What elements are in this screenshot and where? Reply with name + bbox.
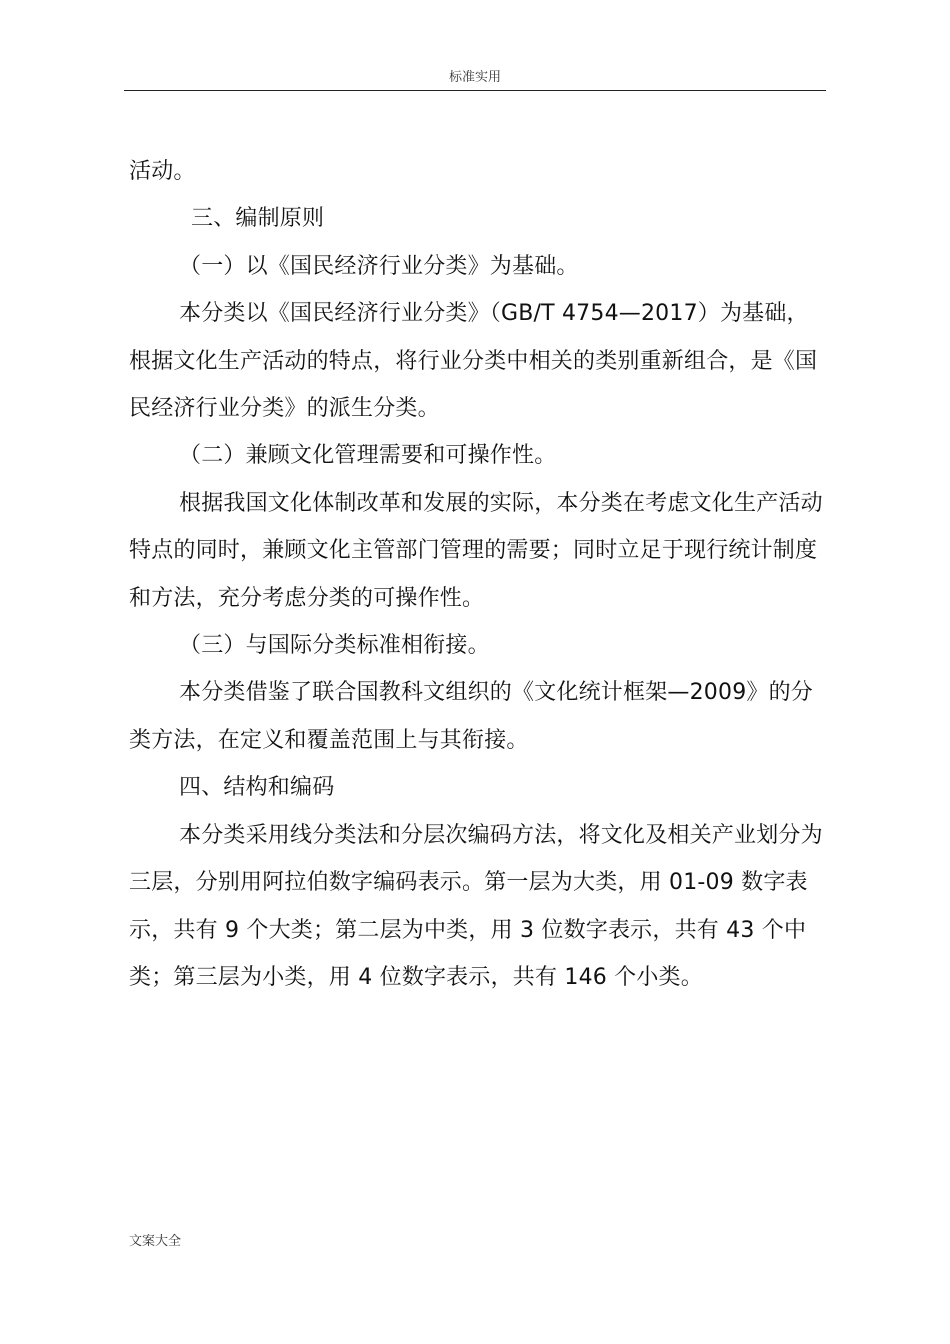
page-footer <box>129 1233 181 1251</box>
paragraph-structure: 本分类采用线分类法和分层次编码方法，将文化及相关产业划分为三层，分别用阿拉伯数字编码表示。第一层为大类，用 01-09 数字表示，共有 9 个大类；第二层为中类，用 3 位数字表示，共有 43 个中类；第三层为小类，用 4 位数字表示，共有 146 个小类。 <box>129 822 823 990</box>
section-heading-4: 四、结构和编码 <box>179 775 335 801</box>
subsection-heading-1: （一）以《国民经济行业分类》为基础。 <box>179 253 579 279</box>
page-header <box>124 68 826 91</box>
document-body <box>129 148 826 1001</box>
subsection-heading-3: （三）与国际分类标准相衔接。 <box>179 633 490 659</box>
section-heading-3: 三、编制原则 <box>191 206 325 232</box>
header-title: 标准实用 <box>448 70 501 85</box>
paragraph-international: 本分类借鉴了联合国教科文组织的《文化统计框架—2009》的分类方法，在定义和覆盖范围上与其衔接。 <box>129 680 813 753</box>
subsection-heading-2: （二）兼顾文化管理需要和可操作性。 <box>179 443 557 469</box>
footer-text: 文案大全 <box>129 1234 182 1249</box>
paragraph-continuation: 活动。 <box>129 159 196 184</box>
paragraph-management: 根据我国文化体制改革和发展的实际，本分类在考虑文化生产活动特点的同时，兼顾文化主管部门管理的需要；同时立足于现行统计制度和方法，充分考虑分类的可操作性。 <box>129 490 823 611</box>
paragraph-basis: 本分类以《国民经济行业分类》（GB/T 4754—2017）为基础，根据文化生产活动的特点，将行业分类中相关的类别重新组合，是《国民经济行业分类》的派生分类。 <box>129 301 818 422</box>
